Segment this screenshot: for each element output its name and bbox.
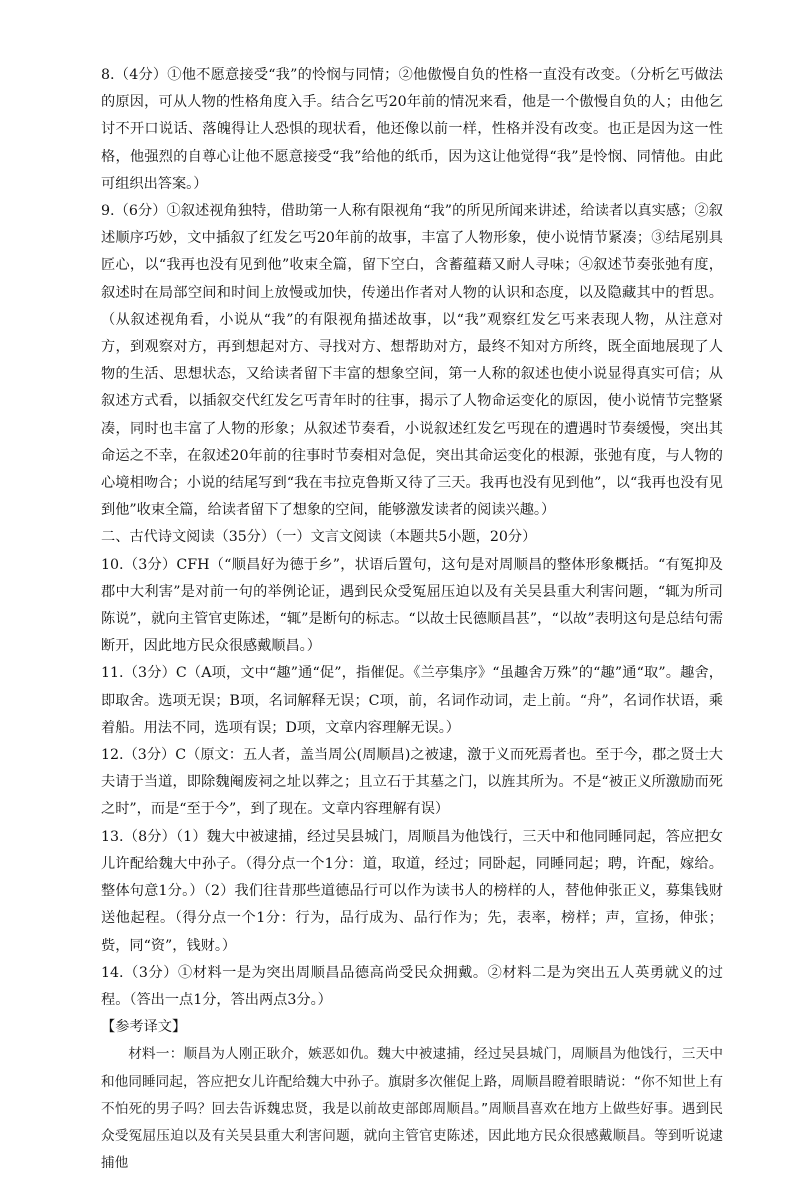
answer-13: 13.（8分）（1）魏大中被逮捕，经过吴县城门，周顺昌为他饯行，三天中和他同睡同起，答应把女儿许配给魏大中孙子。（得分点一个1分：道，取道，经过；同卧起，同睡同起；聘，许配，嫁给。整体句意1分。）（2）我们往昔那些道德品行可以作为读书人的榜样的人，替他伸张正义，募集钱财送他起程。（得分点一个1分：行为，品行成为、品行作为；先，表率，榜样；声，宣扬，伸张；赀，同“资”，钱财。）	[101, 828, 723, 954]
section-heading: 二、古代诗文阅读（35分）（一）文言文阅读（本题共5小题，20分）	[101, 529, 537, 546]
answer-11: 11.（3分）C（A项，文中“趣”通“促”，指催促。《兰亭集序》“虽趣舍万殊”的“趣”通“取”。趣舍，即取舍。选项无误；B项，名词解释无误；C项，前，名词作动词，走上前。“舟”，名词作状语，乘着船。用法不同，选项有误；D项，文章内容理解无误。）	[101, 665, 723, 736]
answer-12: 12.（3分）C（原文：五人者，盖当周公(周顺昌)之被逮，激于义而死焉者也。至于今，郡之贤士大夫请于当道，即除魏阉废祠之址以葬之；且立石于其墓之门，以旌其所为。不是“被正义所激励而死之时”，而是“至于今”，到了现在。文章内容理解有误）	[101, 747, 723, 818]
reference-translation-heading: 【参考译文】	[101, 1019, 187, 1036]
answer-10: 10.（3分）CFH（“顺昌好为德于乡”，状语后置句，这句是对周顺昌的整体形象概括。“有冤抑及郡中大利害”是对前一句的举例论证，遇到民众受冤屈压迫以及有关吴县重大利害问题，“辄为所司陈说”，就向主管官吏陈述，“辄”是断句的标志。“以故士民德顺昌甚”，“以故”表明这句是总结句需断开，因此地方民众很感戴顺昌。）	[101, 556, 723, 655]
answer-8: 8.（4分）①他不愿意接受“我”的怜悯与同情；②他傲慢自负的性格一直没有改变。（分析乞丐做法的原因，可从人物的性格角度入手。结合乞丐20年前的情况来看，他是一个傲慢自负的人；由他乞讨不开口说话、落魄得让人恐惧的现状看，他还像以前一样，性格并没有改变。也正是因为这一性格，他强烈的自尊心让他不愿意接受“我”给他的纸币，因为这让他觉得“我”是怜悯、同情他。由此可组织出答案。）	[101, 67, 723, 192]
answer-9: 9.（6分）①叙述视角独特，借助第一人称有限视角“我”的所见所闻来讲述，给读者以真实感；②叙述顺序巧妙，文中插叙了红发乞丐20年前的故事，丰富了人物形象，使小说情节紧凑；③结尾别具匠心，以“我再也没有见到他”收束全篇，留下空白，含蓄蕴藉又耐人寻味；④叙述节奏张弛有度，叙述时在局部空间和时间上放慢或加快，传递出作者对人物的认识和态度，以及隐藏其中的哲思。（从叙述视角看，小说从“我”的有限视角描述故事，以“我”观察红发乞丐来表现人物，从注意对方，到观察对方，再到想起对方、寻找对方、想帮助对方，最终不知对方所终，既全面地展现了人物的生活、思想状态，又给读者留下丰富的想象空间，第一人称的叙述也使小说显得真实可信；从叙述方式看，以插叙交代红发乞丐青年时的往事，揭示了人物命运变化的原因，使小说情节完整紧凑，同时也丰富了人物的形象；从叙述节奏看，小说叙述红发乞丐现在的遭遇时节奏缓慢，突出其命运之不幸，在叙述20年前的往事时节奏相对急促，突出其命运变化的根源，张弛有度，与人物的心境相吻合；小说的结尾写到“我在韦拉克鲁斯又待了三天。我再也没有见到他”，以“我再也没有见到他”收束全篇，给读者留下了想象的空间，能够激发读者的阅读兴趣。）	[101, 203, 723, 519]
answer-14: 14.（3分）①材料一是为突出周顺昌品德高尚受民众拥戴。②材料二是为突出五人英勇就义的过程。（答出一点1分，答出两点3分。）	[101, 964, 723, 1008]
document-page	[101, 62, 723, 1177]
reference-translation-text: 材料一：顺昌为人刚正耿介，嫉恶如仇。魏大中被逮捕，经过吴县城门，周顺昌为他饯行，三天中和他同睡同起，答应把女儿许配给魏大中孙子。旗尉多次催促上路，周顺昌瞪着眼睛说：“你不知世上有不怕死的男子吗？回去告诉魏忠贤，我是以前故吏部郎周顺昌。”周顺昌喜欢在地方上做些好事。遇到民众受冤屈压迫以及有关吴县重大利害问题，就向主管官吏陈述，因此地方民众很感戴顺昌。等到听说逮捕他	[101, 1046, 723, 1172]
